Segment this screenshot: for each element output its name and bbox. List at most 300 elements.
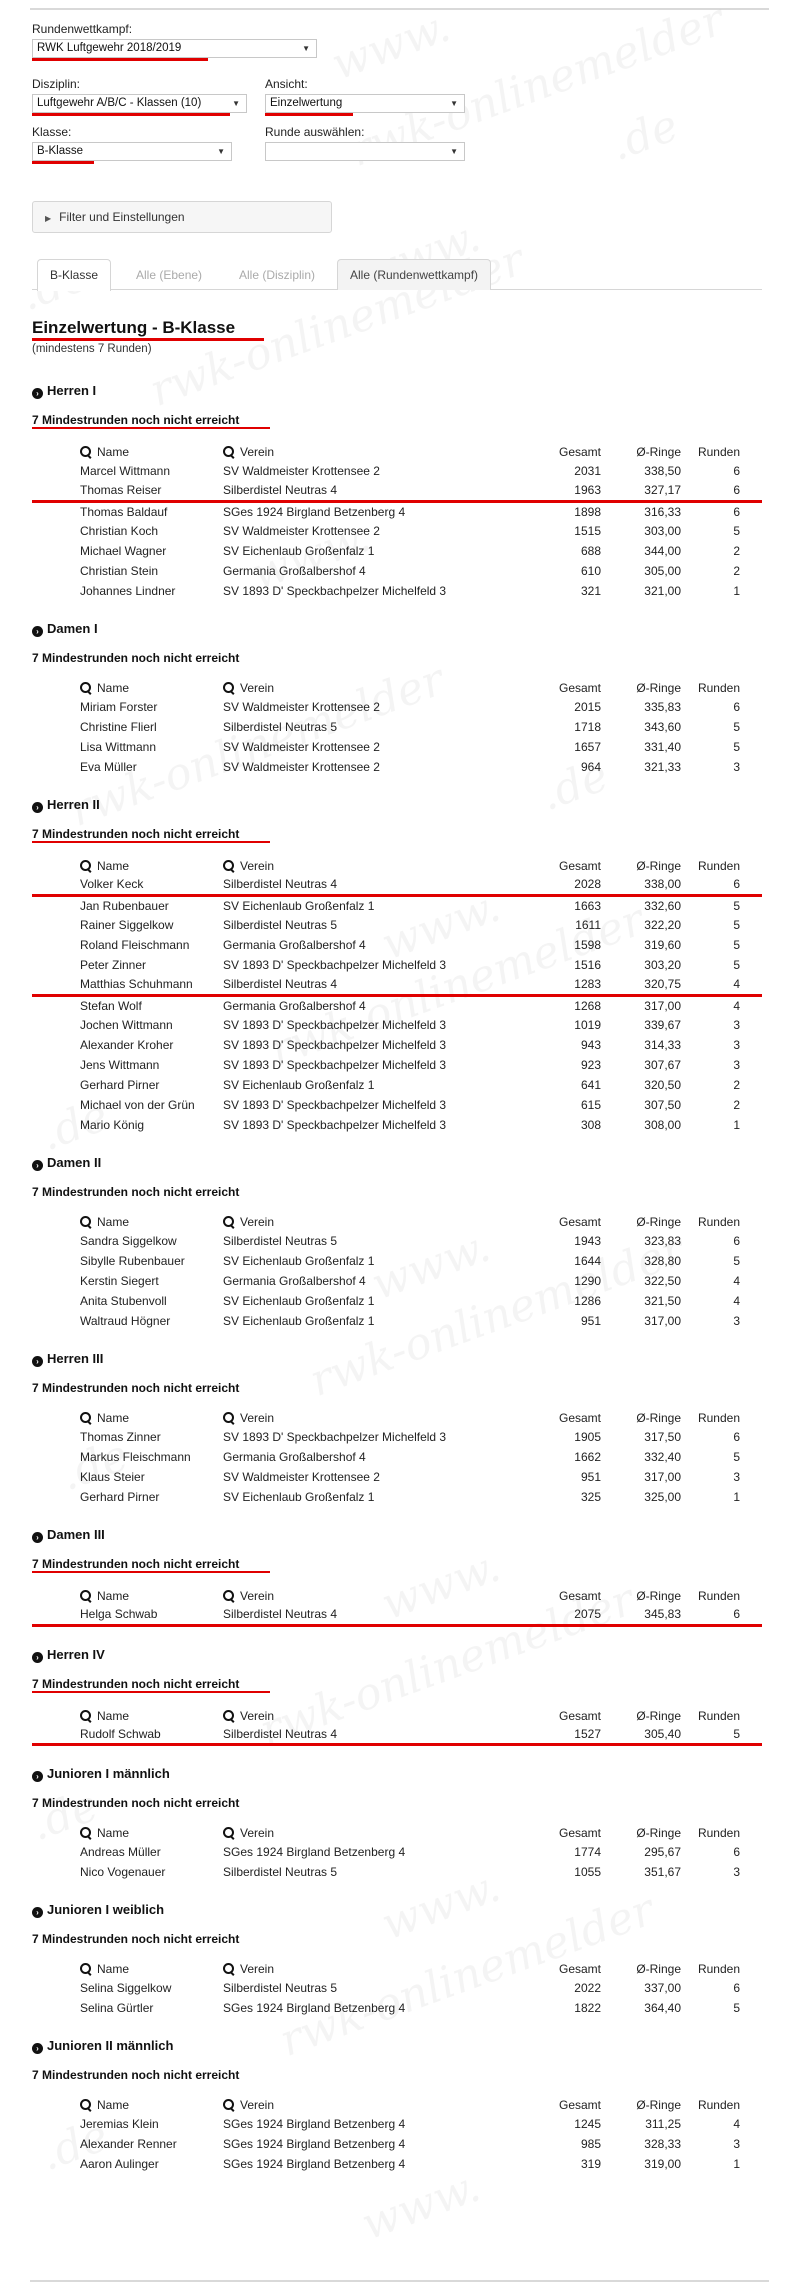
club-name: Silberdistel Neutras 4 — [222, 875, 517, 895]
chevron-right-circle-icon: › — [32, 1771, 43, 1782]
results-table — [32, 443, 762, 601]
shooter-name: Sibylle Rubenbauer — [80, 1254, 185, 1268]
total-score: 943 — [580, 1038, 601, 1052]
rounds-count: 5 — [733, 1450, 740, 1464]
total-score: 641 — [580, 1078, 601, 1092]
column-header: Gesamt — [558, 681, 601, 695]
club-name: SGes 1924 Birgland Betzenberg 4 — [223, 2117, 406, 2131]
highlight-underline — [32, 841, 270, 843]
section — [32, 1527, 762, 1627]
min-rounds-note: 7 Mindestrunden noch nicht erreicht — [32, 413, 240, 427]
table-row — [32, 1251, 762, 1271]
section-title — [32, 383, 762, 399]
column-header: Ø-Ringe — [636, 1962, 681, 1976]
highlight-underline — [32, 113, 230, 116]
column-header: Ø-Ringe — [636, 2098, 681, 2112]
klasse-select[interactable] — [32, 142, 232, 161]
column-header: Verein — [240, 681, 275, 695]
total-score: 1290 — [574, 1274, 601, 1288]
shooter-name: Alexander Kroher — [80, 1038, 174, 1052]
shooter-name: Waltraud Högner — [80, 1314, 171, 1328]
club-name: SV 1893 D' Speckbachpelzer Michelfeld 3 — [223, 958, 447, 972]
column-header: Ø-Ringe — [636, 1708, 681, 1723]
column-header: Verein — [240, 1215, 275, 1229]
total-score: 1515 — [574, 524, 601, 538]
table-row — [32, 1467, 762, 1487]
search-icon — [80, 860, 92, 872]
sort-name-header[interactable] — [32, 1707, 222, 1725]
section-title-text: Herren I — [47, 383, 97, 398]
rounds-count: 2 — [733, 544, 740, 558]
shooter-name: Roland Fleischmann — [80, 938, 190, 952]
club-name: SV Waldmeister Krottensee 2 — [223, 464, 380, 478]
ansicht-value: Einzelwertung — [270, 97, 343, 109]
min-rounds-note: 7 Mindestrunden noch nicht erreicht — [32, 1557, 240, 1571]
column-header: Name — [97, 1215, 130, 1229]
total-score: 1598 — [574, 938, 601, 952]
average-rings: 328,80 — [644, 1254, 681, 1268]
table-header-row — [32, 1587, 762, 1605]
club-name: SV Eichenlaub Großenfalz 1 — [223, 544, 375, 558]
highlight-underline — [32, 1571, 270, 1573]
average-rings: 320,75 — [602, 975, 682, 995]
column-header: Runden — [697, 681, 740, 695]
shooter-name: Gerhard Pirner — [80, 1078, 160, 1092]
table-row — [32, 2154, 762, 2174]
sort-name-header[interactable] — [32, 2096, 222, 2114]
total-score: 325 — [580, 1490, 601, 1504]
average-rings: 314,33 — [644, 1038, 681, 1052]
column-header: Gesamt — [558, 1411, 601, 1425]
disziplin-value: Luftgewehr A/B/C - Klassen (10) — [37, 97, 202, 109]
club-name: SV 1893 D' Speckbachpelzer Michelfeld 3 — [223, 1098, 447, 1112]
average-rings: 332,40 — [644, 1450, 681, 1464]
column-header: Name — [97, 1708, 130, 1723]
column-header: Verein — [240, 1962, 275, 1976]
shooter-name: Christian Stein — [80, 564, 159, 578]
club-name: SV Waldmeister Krottensee 2 — [223, 524, 380, 538]
rounds-count: 1 — [733, 584, 740, 598]
section-title — [32, 1766, 762, 1782]
rounds-count: 4 — [682, 975, 762, 995]
shooter-name: Klaus Steier — [80, 1470, 145, 1484]
column-header: Verein — [240, 1708, 275, 1723]
average-rings: 322,20 — [644, 918, 681, 932]
shooter-name: Thomas Reiser — [32, 481, 222, 501]
sort-verein-header[interactable] — [222, 679, 517, 697]
column-header: Verein — [240, 1589, 275, 1603]
rounds-count: 6 — [733, 1234, 740, 1248]
min-rounds-note: 7 Mindestrunden noch nicht erreicht — [32, 827, 240, 841]
shooter-name: Kerstin Siegert — [80, 1274, 159, 1288]
search-icon — [80, 1827, 92, 1839]
column-header: Runden — [697, 2098, 740, 2112]
average-rings: 321,00 — [644, 584, 681, 598]
table-row — [32, 501, 762, 521]
column-header: Verein — [240, 1411, 275, 1425]
average-rings: 305,00 — [644, 564, 681, 578]
table-row — [32, 975, 762, 995]
results-table — [32, 1409, 762, 1507]
chevron-right-circle-icon: › — [32, 2043, 43, 2054]
table-row — [32, 461, 762, 481]
rounds-count: 3 — [733, 1314, 740, 1328]
search-icon — [80, 682, 92, 694]
search-icon — [223, 1827, 235, 1839]
table-header-row — [32, 1824, 762, 1842]
shooter-name: Christian Koch — [80, 524, 159, 538]
rounds-count: 5 — [733, 524, 740, 538]
sort-name-header[interactable] — [32, 1213, 222, 1231]
watermark-text — [355, 2161, 487, 2251]
sort-verein-header[interactable] — [222, 1587, 517, 1605]
rounds-count: 5 — [733, 2001, 740, 2015]
sort-verein-header[interactable] — [222, 1824, 517, 1842]
highlight-underline — [32, 161, 94, 164]
table-row — [32, 697, 762, 717]
sort-name-header[interactable] — [32, 443, 222, 461]
table-row — [32, 1035, 762, 1055]
sort-verein-header[interactable] — [222, 1409, 517, 1427]
shooter-name: Helga Schwab — [32, 1605, 222, 1625]
column-header: Ø-Ringe — [636, 681, 681, 695]
chevron-right-circle-icon: › — [32, 1652, 43, 1663]
table-header-row — [32, 679, 762, 697]
club-name: Silberdistel Neutras 5 — [223, 1234, 338, 1248]
table-row — [32, 1231, 762, 1251]
total-score: 1963 — [517, 481, 602, 501]
shooter-name: Jan Rubenbauer — [80, 898, 169, 913]
rounds-count: 4 — [733, 1274, 740, 1288]
total-score: 2031 — [574, 464, 601, 478]
shooter-name: Thomas Baldauf — [80, 504, 168, 519]
total-score: 1663 — [574, 898, 601, 913]
search-icon — [80, 1590, 92, 1602]
tab-b-klasse[interactable]: B-Klasse — [37, 259, 111, 291]
section-title-text: Herren III — [47, 1351, 104, 1366]
table-row — [32, 935, 762, 955]
table-row — [32, 561, 762, 581]
section-title-text: Junioren I männlich — [47, 1766, 170, 1781]
filter-label: Filter und Einstellungen — [59, 210, 185, 224]
average-rings: 339,67 — [644, 1018, 681, 1032]
average-rings: 322,50 — [644, 1274, 681, 1288]
total-score: 1718 — [574, 720, 601, 734]
shooter-name: Peter Zinner — [80, 958, 147, 972]
column-header: Runden — [697, 1708, 740, 1723]
total-score: 2015 — [574, 700, 601, 714]
column-header: Runden — [697, 1962, 740, 1976]
total-score: 615 — [580, 1098, 601, 1112]
average-rings: 323,83 — [644, 1234, 681, 1248]
club-name: Germania Großalbershof 4 — [223, 1274, 366, 1288]
table-header-row — [32, 443, 762, 461]
total-score: 1662 — [574, 1450, 601, 1464]
tab-alle-ebene[interactable]: Alle (Ebene) — [136, 268, 203, 282]
average-rings: 331,40 — [644, 740, 681, 754]
table-row — [32, 1978, 762, 1998]
column-header: Runden — [697, 1826, 740, 1840]
table-row — [32, 581, 762, 601]
chevron-down-icon: ▼ — [450, 99, 458, 108]
section — [32, 621, 762, 777]
rounds-count: 6 — [733, 1845, 740, 1859]
top-divider — [30, 8, 769, 10]
sort-name-header[interactable] — [32, 1960, 222, 1978]
table-row — [32, 1862, 762, 1882]
disziplin-label: Disziplin: — [32, 77, 81, 91]
column-header: Runden — [697, 1411, 740, 1425]
club-name: Silberdistel Neutras 5 — [223, 720, 338, 734]
column-header: Runden — [697, 445, 740, 459]
club-name: SV 1893 D' Speckbachpelzer Michelfeld 3 — [223, 1058, 447, 1072]
search-icon — [223, 860, 235, 872]
total-score: 308 — [580, 1118, 601, 1132]
tab-alle-disziplin[interactable]: Alle (Disziplin) — [239, 268, 316, 282]
average-rings: 319,00 — [644, 2157, 681, 2171]
table-row — [32, 995, 762, 1015]
total-score: 923 — [580, 1058, 601, 1072]
table-row — [32, 541, 762, 561]
search-icon — [223, 1216, 235, 1228]
table-row — [32, 757, 762, 777]
chevron-down-icon: ▼ — [450, 147, 458, 156]
total-score: 1516 — [574, 958, 601, 972]
shooter-name: Matthias Schuhmann — [32, 975, 222, 995]
min-rounds-note: 7 Mindestrunden noch nicht erreicht — [32, 2068, 240, 2082]
rounds-count: 1 — [733, 1118, 740, 1132]
column-header: Runden — [697, 859, 740, 873]
table-row — [32, 521, 762, 541]
table-header-row — [32, 2096, 762, 2114]
club-name: Silberdistel Neutras 5 — [223, 918, 338, 932]
club-name: SV 1893 D' Speckbachpelzer Michelfeld 3 — [223, 1118, 447, 1132]
shooter-name: Alexander Renner — [80, 2137, 177, 2151]
club-name: SV 1893 D' Speckbachpelzer Michelfeld 3 — [223, 1038, 447, 1052]
section-title — [32, 1351, 762, 1367]
club-name: Silberdistel Neutras 4 — [222, 1605, 517, 1625]
club-name: Germania Großalbershof 4 — [223, 998, 366, 1013]
rounds-count: 6 — [733, 1981, 740, 1995]
sort-name-header[interactable] — [32, 1824, 222, 1842]
filter-toggle[interactable] — [32, 201, 332, 233]
search-icon — [223, 682, 235, 694]
average-rings: 337,00 — [644, 1981, 681, 1995]
average-rings: 320,50 — [644, 1078, 681, 1092]
column-header: Verein — [240, 1826, 275, 1840]
tab-alle-rundenwettkampf[interactable]: Alle (Rundenwettkampf) — [337, 259, 491, 290]
total-score: 2022 — [574, 1981, 601, 1995]
average-rings: 303,20 — [644, 958, 681, 972]
section — [32, 383, 762, 601]
triangle-right-icon: ▶ — [45, 214, 52, 223]
klasse-value: B-Klasse — [37, 145, 84, 157]
min-rounds-note: 7 Mindestrunden noch nicht erreicht — [32, 1796, 240, 1810]
average-rings: 345,83 — [602, 1605, 682, 1625]
table-row — [32, 2114, 762, 2134]
average-rings: 364,40 — [644, 2001, 681, 2015]
rounds-count: 6 — [733, 1430, 740, 1444]
sort-verein-header[interactable] — [222, 1707, 517, 1725]
total-score: 321 — [580, 584, 601, 598]
column-header: Name — [97, 859, 130, 873]
table-row — [32, 1605, 762, 1625]
runde-select[interactable] — [265, 142, 465, 161]
chevron-right-circle-icon: › — [32, 802, 43, 813]
average-rings: 332,60 — [644, 898, 681, 913]
average-rings: 319,60 — [644, 938, 681, 952]
rundenwettkampf-select[interactable] — [32, 39, 317, 58]
table-header-row — [32, 1707, 762, 1725]
rounds-count: 3 — [733, 1470, 740, 1484]
club-name: Germania Großalbershof 4 — [223, 564, 366, 578]
table-row — [32, 915, 762, 935]
column-header: Verein — [240, 859, 275, 873]
table-header-row — [32, 1960, 762, 1978]
shooter-name: Eva Müller — [80, 760, 137, 774]
rounds-count: 6 — [682, 875, 762, 895]
rounds-count: 6 — [682, 1605, 762, 1625]
results-list — [32, 383, 762, 2174]
total-score: 688 — [580, 544, 601, 558]
column-header: Ø-Ringe — [636, 1826, 681, 1840]
chevron-right-circle-icon: › — [32, 1532, 43, 1543]
table-row — [32, 955, 762, 975]
rounds-count: 4 — [733, 998, 740, 1013]
column-header: Name — [97, 1411, 130, 1425]
search-icon — [223, 1590, 235, 1602]
page-title: Einzelwertung - B-Klasse — [32, 318, 236, 337]
tab-bar — [32, 259, 762, 290]
club-name: Silberdistel Neutras 4 — [222, 1725, 517, 1745]
average-rings: 316,33 — [644, 504, 681, 519]
column-header: Name — [97, 1589, 130, 1603]
average-rings: 327,17 — [602, 481, 682, 501]
club-name: Silberdistel Neutras 4 — [222, 975, 517, 995]
column-header: Verein — [240, 445, 275, 459]
shooter-name: Christine Flierl — [80, 720, 157, 734]
klasse-label: Klasse: — [32, 125, 72, 139]
sort-name-header[interactable] — [32, 679, 222, 697]
results-table — [32, 1587, 762, 1627]
table-row — [32, 1115, 762, 1135]
search-icon — [80, 1963, 92, 1975]
section-title-text: Damen I — [47, 621, 98, 636]
rounds-count: 6 — [733, 700, 740, 714]
average-rings: 311,25 — [645, 2117, 681, 2131]
total-score: 964 — [580, 760, 601, 774]
min-rounds-note: 7 Mindestrunden noch nicht erreicht — [32, 1676, 240, 1691]
highlight-underline — [32, 58, 208, 61]
table-row — [32, 1271, 762, 1291]
table-row — [32, 1291, 762, 1311]
shooter-name: Lisa Wittmann — [80, 740, 157, 754]
rounds-count: 2 — [733, 564, 740, 578]
rounds-count: 5 — [733, 958, 740, 972]
rounds-count: 4 — [733, 1294, 740, 1308]
rounds-count: 5 — [733, 1254, 740, 1268]
table-row — [32, 717, 762, 737]
club-name: SGes 1924 Birgland Betzenberg 4 — [223, 2137, 406, 2151]
total-score: 985 — [580, 2137, 601, 2151]
disziplin-select[interactable] — [32, 94, 247, 113]
sort-verein-header[interactable] — [222, 857, 517, 875]
total-score: 1943 — [574, 1234, 601, 1248]
table-row — [32, 1095, 762, 1115]
shooter-name: Andreas Müller — [80, 1845, 161, 1859]
shooter-name: Michael von der Grün — [80, 1098, 195, 1112]
shooter-name: Thomas Zinner — [80, 1430, 161, 1444]
club-name: SV Eichenlaub Großenfalz 1 — [223, 898, 375, 913]
average-rings: 351,67 — [644, 1865, 681, 1879]
disziplin-group — [32, 77, 247, 116]
section — [32, 1155, 762, 1331]
section-title-text: Herren II — [47, 797, 100, 812]
shooter-name: Johannes Lindner — [80, 584, 176, 598]
column-header: Runden — [697, 1215, 740, 1229]
club-name: SV Waldmeister Krottensee 2 — [223, 700, 380, 714]
column-header: Ø-Ringe — [636, 445, 681, 459]
section-title — [32, 1647, 762, 1663]
section — [32, 2038, 762, 2174]
rounds-count: 5 — [733, 938, 740, 952]
shooter-name: Miriam Forster — [80, 700, 158, 714]
column-header: Gesamt — [558, 859, 601, 873]
average-rings: 317,00 — [644, 1314, 681, 1328]
total-score: 1657 — [574, 740, 601, 754]
rounds-count: 3 — [733, 760, 740, 774]
club-name: Germania Großalbershof 4 — [223, 1450, 366, 1464]
rounds-count: 1 — [733, 1490, 740, 1504]
total-score: 1822 — [574, 2001, 601, 2015]
table-row — [32, 481, 762, 501]
shooter-name: Rudolf Schwab — [32, 1725, 222, 1745]
chevron-right-circle-icon: › — [32, 1356, 43, 1367]
rounds-count: 3 — [733, 2137, 740, 2151]
table-row — [32, 1075, 762, 1095]
sort-verein-header[interactable] — [222, 2096, 517, 2114]
column-header: Ø-Ringe — [636, 1215, 681, 1229]
rounds-count: 6 — [733, 464, 740, 478]
column-header: Ø-Ringe — [636, 1589, 681, 1603]
club-name: SV Eichenlaub Großenfalz 1 — [223, 1254, 375, 1268]
section — [32, 1647, 762, 1747]
sort-name-header[interactable] — [32, 1587, 222, 1605]
section — [32, 1766, 762, 1882]
shooter-name: Jens Wittmann — [80, 1058, 160, 1072]
klasse-group — [32, 125, 232, 164]
sort-name-header[interactable] — [32, 857, 222, 875]
club-name: SV Eichenlaub Großenfalz 1 — [223, 1078, 375, 1092]
average-rings: 344,00 — [644, 544, 681, 558]
sort-verein-header[interactable] — [222, 1213, 517, 1231]
page-subtitle: (mindestens 7 Runden) — [32, 343, 152, 355]
column-header: Gesamt — [558, 1826, 601, 1840]
total-score: 610 — [580, 564, 601, 578]
sort-name-header[interactable] — [32, 1409, 222, 1427]
total-score: 1245 — [574, 2117, 601, 2131]
results-table — [32, 857, 762, 1135]
sort-verein-header[interactable] — [222, 1960, 517, 1978]
ansicht-select[interactable] — [265, 94, 465, 113]
chevron-right-circle-icon: › — [32, 626, 43, 637]
rundenwettkampf-group — [32, 22, 317, 61]
shooter-name: Mario König — [80, 1118, 145, 1132]
sort-verein-header[interactable] — [222, 443, 517, 461]
search-icon — [223, 446, 235, 458]
results-table — [32, 1707, 762, 1747]
club-name: Germania Großalbershof 4 — [223, 938, 366, 952]
